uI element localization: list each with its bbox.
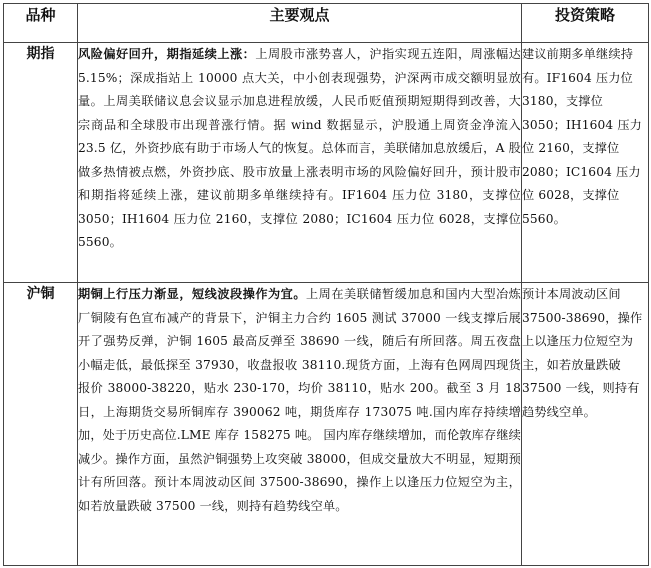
table-header-row [4,4,649,43]
view-lead: 风险偏好回升，期指延续上涨： [78,47,256,61]
strategy-table [3,3,649,566]
view-lead: 期铜上行压力渐显，短线波段操作为宜。 [78,287,306,301]
header-variety: 品种 [4,4,78,43]
view-cell [78,43,522,283]
header-main-view: 主要观点 [78,4,522,43]
view-body: 上周在美联储暂缓加息和国内大型冶炼厂铜陵有色宣布减产的背景下，沪铜主力合约 1605 测试 37000 一线支撑后展开了强势反弹，沪铜 1605 最高反弹至 38690 一线，随后有所回落。周五夜盘小幅走低，最低探至 37930，收盘报收 38110.现货方面，上海有色网周四现货报价 38000-38220，贴水 230-170，均价 38110，贴水 200。截至 3 月 18 日，上海期货交易所铜库存 390062 吨，期货库存 173075 吨.国内库存持续增加，处于历史高位.LME 库存 158275 吨。 国内库存继续增加，而伦敦库存继续减少。操作方面，虽然沪铜强势上攻突破 38000，但成交量放大不明显，短期预计有所回落。预计本周波动区间 37500-38690，操作上以逢压力位短空为主，如若放量跌破 37500 一线，则持有趋势线空单。 [78,287,521,513]
strategy-cell: 建议前期多单继续持有。IF1604 压力位 3180，支撑位 3050；IH1604 压力位 2160，支撑位 2080；IC1604 压力位 6028，支撑位 5560。 [522,43,649,283]
header-strategy: 投资策略 [522,4,649,43]
strategy-cell: 预计本周波动区间 37500-38690，操作上以逢压力位短空为主，如若放量跌破 37500 一线，则持有趋势线空单。 [522,283,649,566]
view-body: 上周股市涨势喜人，沪指实现五连阳，周涨幅达 5.15%；深成指站上 10000 点大关，中小创表现强势，沪深两市成交额明显放量。上周美联储议息会议显示加息进程放缓，人民币贬值预期短期得到改善，大宗商品和全球股市出现普涨行情。据 wind 数据显示，沪股通上周资金净流入 23.5 亿，外资抄底有助于市场人气的恢复。总体而言，美联储加息放缓后，A 股做多热情被点燃，外资抄底、股市放量上涨表明市场的风险偏好回升，预计股市和期指将延续上涨，建议前期多单继续持有。IF1604 压力位 3180，支撑位 3050；IH1604 压力位 2160，支撑位 2080；IC1604 压力位 6028，支撑位 5560。 [78,47,521,249]
variety-cell: 沪铜 [4,283,78,566]
table-row [4,283,649,566]
variety-cell: 期指 [4,43,78,283]
table-row [4,43,649,283]
view-cell [78,283,522,566]
